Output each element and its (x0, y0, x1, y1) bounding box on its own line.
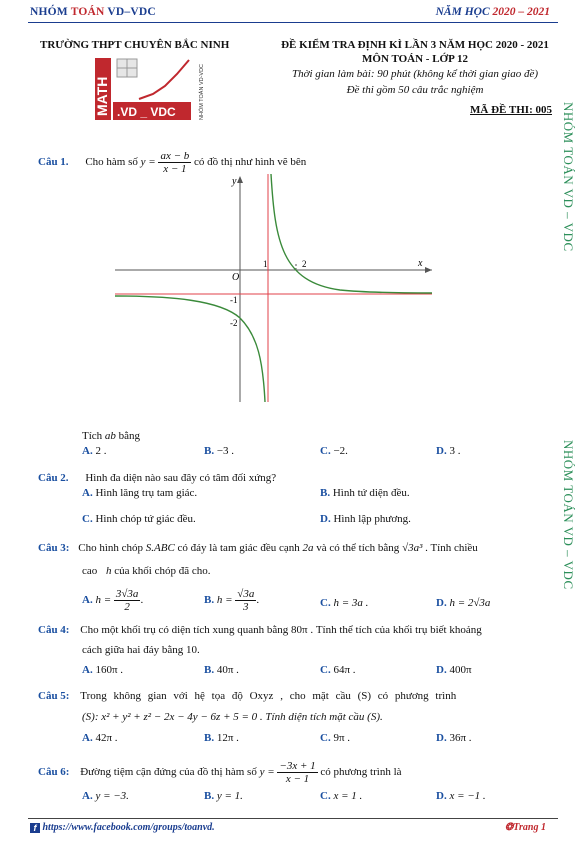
graph-label-two: 2 (302, 259, 307, 269)
option-letter: D. (320, 513, 331, 525)
question-1-y: y = (140, 156, 156, 169)
logo-side-text: NHÓM TOÁN VD-VDC (199, 63, 205, 120)
question-2 (38, 472, 276, 484)
question-1-label: Câu 1. (38, 156, 69, 169)
question-3-text4: . Tính chiều (425, 542, 478, 554)
option-letter: D. (436, 597, 447, 609)
question-6-option-a[interactable] (82, 790, 129, 802)
question-6-den: x − 1 (285, 773, 310, 785)
question-5-option-d[interactable] (436, 732, 472, 744)
side-watermark-top: NHÓM TOÁN VD – VDC (561, 102, 576, 252)
option-letter: A. (82, 790, 93, 802)
option-text: 9π . (333, 732, 351, 744)
option-letter: D. (436, 445, 447, 457)
footer-page (505, 822, 546, 833)
header-year-b: 2020 – 2021 (492, 6, 550, 18)
facebook-icon: f (30, 823, 40, 833)
question-3-option-c[interactable] (320, 597, 368, 609)
option-text: x = 1 . (333, 790, 363, 802)
fraction-den: 2 (124, 601, 130, 613)
option-text: −3 . (216, 445, 235, 457)
question-1-ask-ab: ab (104, 430, 116, 442)
option-letter: C. (320, 445, 331, 457)
question-3-h: h (106, 565, 112, 577)
header-group (30, 6, 156, 18)
logo-math-text: MATH (94, 76, 110, 116)
question-5-text: Trong không gian với hệ tọa độ Oxyz , cho mặt cầu (S) có phương trình (80, 690, 457, 702)
fraction-num: 3√3a (115, 588, 139, 600)
question-4-line2: cách giữa hai đáy bằng 10. (82, 644, 200, 656)
header-year-a: NĂM HỌC (435, 6, 493, 18)
question-1-option-d[interactable] (436, 445, 460, 457)
question-6-num: −3x + 1 (279, 760, 316, 772)
question-3-option-b[interactable]: B. h = $\frac{√3a}{3}$ . (204, 588, 260, 613)
question-4-label: Câu 4: (38, 624, 70, 636)
header-group-c: VD–VDC (104, 6, 156, 18)
question-4-text: Cho một khối trụ có diện tích xung quanh bằng 80π . Tính thể tích của khối trụ biết khoảng (80, 624, 482, 636)
option-text: 40π . (216, 664, 239, 676)
footer-link-text: https://www.facebook.com/groups/toanvd. (42, 822, 215, 833)
option-text: Hình lập phương. (333, 513, 411, 525)
option-text: 160π . (95, 664, 124, 676)
graph-label-x: x (418, 258, 423, 269)
option-text: 400π (449, 664, 472, 676)
option-letter: B. (204, 732, 215, 744)
question-2-option-d[interactable] (320, 513, 411, 525)
fraction-den: 3 (243, 601, 249, 613)
question-6-tail: có phương trình là (320, 766, 402, 779)
question-4-option-c[interactable] (320, 664, 356, 676)
question-2-label: Câu 2. (38, 472, 69, 484)
fraction-num: √3a (237, 588, 255, 600)
question-6 (38, 760, 402, 785)
option-letter: A. (82, 445, 93, 457)
option-fraction (114, 588, 141, 613)
question-3-text3: và có thể tích bằng (316, 542, 400, 554)
question-1-den: x − 1 (163, 163, 187, 175)
side-watermark-bottom: NHÓM TOÁN VD – VDC (561, 440, 576, 590)
question-1-option-b[interactable] (204, 445, 234, 457)
question-2-option-c[interactable] (82, 513, 196, 525)
option-letter: B. (204, 790, 215, 802)
question-5-line2: (S): x² + y² + z² − 2x − 4y − 6z + 5 = 0 . Tính diện tích mặt cầu (S). (82, 711, 383, 723)
option-text: 12π . (216, 732, 239, 744)
question-1-tail: có đồ thị như hình vẽ bên (194, 156, 307, 169)
graph-label-one: 1 (263, 259, 268, 269)
question-5-option-c[interactable] (320, 732, 350, 744)
question-3-volume: √3a³ (402, 542, 423, 554)
logo-brand-text: .VD _ VDC (117, 105, 176, 119)
question-3-sabc: S.ABC (145, 542, 175, 554)
question-1-text: Cho hàm số (85, 156, 138, 169)
question-1-ask-b: bằng (118, 430, 141, 442)
question-6-option-d[interactable] (436, 790, 486, 802)
question-3-label: Câu 3: (38, 542, 70, 554)
option-letter: D. (436, 790, 447, 802)
option-letter: C. (320, 597, 331, 609)
question-4-option-b[interactable] (204, 664, 239, 676)
header-year (436, 6, 550, 18)
option-letter: B. (204, 445, 215, 457)
question-4 (38, 624, 482, 636)
question-3-text2: có đáy là tam giác đều cạnh (177, 542, 300, 554)
function-graph (110, 172, 440, 404)
graph-branch-left (115, 296, 265, 402)
footer-divider (28, 818, 558, 819)
graph-label-y: y (232, 176, 237, 187)
header-divider (28, 22, 558, 23)
question-3-line2b: của khối chóp đã cho. (114, 565, 211, 577)
option-text: Hình chóp tứ giác đều. (95, 513, 196, 525)
option-text: 42π . (95, 732, 118, 744)
question-2-text: Hình đa diện nào sau đây có tâm đối xứng? (85, 472, 277, 484)
option-text: x = −1 . (449, 790, 486, 802)
question-6-option-b[interactable] (204, 790, 243, 802)
question-4-option-a[interactable] (82, 664, 123, 676)
question-1-ask (82, 430, 140, 442)
option-text: y = 1. (216, 790, 243, 802)
question-6-label: Câu 6: (38, 766, 70, 779)
option-letter: A. (82, 487, 93, 499)
logo (93, 54, 213, 124)
option-text: h = 3a . (333, 597, 369, 609)
graph-branch-right (271, 174, 432, 293)
question-3-option-d[interactable] (436, 597, 490, 609)
question-3-line2a: cao (82, 565, 98, 577)
option-letter: D. (436, 664, 447, 676)
question-2-option-b[interactable] (320, 487, 410, 499)
option-text: y = −3. (95, 790, 129, 802)
header-group-b: TOÁN (70, 6, 105, 18)
question-5 (38, 690, 456, 702)
question-5-option-b[interactable] (204, 732, 239, 744)
option-fraction (235, 588, 256, 613)
option-text: Hình tứ diện đều. (332, 487, 410, 499)
globe-icon: ❂ (504, 822, 514, 833)
footer-page-text: Trang 1 (513, 822, 546, 833)
graph-label-minus-one: -1 (230, 295, 238, 305)
option-letter: C. (320, 790, 331, 802)
option-text: h = (216, 594, 233, 607)
option-text: h = 2√3a (449, 597, 491, 609)
question-5-option-a[interactable] (82, 732, 118, 744)
question-6-fraction (277, 760, 317, 785)
footer-link[interactable] (30, 822, 215, 833)
question-6-y: y = (259, 766, 275, 779)
option-text: 64π . (333, 664, 356, 676)
question-4-option-d[interactable] (436, 664, 472, 676)
header-group-a: NHÓM (30, 6, 71, 18)
question-6-option-c[interactable] (320, 790, 362, 802)
question-5-label: Câu 5: (38, 690, 70, 702)
option-letter: C. (320, 664, 331, 676)
option-letter: B. (320, 487, 331, 499)
graph-label-minus-two: -2 (230, 318, 238, 328)
option-text: 2 . (95, 445, 107, 457)
question-1-num: ax − b (160, 150, 190, 162)
question-3 (38, 542, 478, 554)
option-text: h = (95, 594, 112, 607)
option-text: Hình lăng trụ tam giác. (95, 487, 198, 499)
exam-count: Đề thi gồm 50 câu trắc nghiệm (346, 84, 484, 96)
question-1-ask-a: Tích (82, 430, 103, 442)
option-letter: A. (82, 732, 93, 744)
exam-title: ĐỀ KIỂM TRA ĐỊNH KÌ LẦN 3 NĂM HỌC 2020 - 2021 (281, 39, 549, 51)
school-name: TRƯỜNG THPT CHUYÊN BẮC NINH (40, 39, 230, 51)
option-text: 3 . (449, 445, 461, 457)
question-1-option-a[interactable] (82, 445, 106, 457)
question-3-option-a[interactable]: A. h = $\frac{3√3a}{2}$ . (82, 588, 144, 613)
option-letter: B. (204, 594, 215, 607)
option-letter: C. (82, 513, 93, 525)
question-3-edge: 2a (302, 542, 314, 554)
graph-label-origin: O (232, 272, 240, 283)
question-2-option-a[interactable] (82, 487, 197, 499)
option-text: 36π . (449, 732, 472, 744)
option-letter: A. (82, 664, 93, 676)
question-1-option-c[interactable] (320, 445, 348, 457)
question-3-line2 (82, 565, 210, 577)
option-letter: D. (436, 732, 447, 744)
exam-code: MÃ ĐỀ THI: 005 (470, 104, 552, 116)
exam-time: Thời gian làm bài: 90 phút (không kể thời gian giao đề) (291, 68, 539, 80)
option-text: −2. (333, 445, 348, 457)
exam-subject: MÔN TOÁN - LỚP 12 (362, 53, 468, 65)
option-letter: A. (82, 594, 93, 607)
option-letter: C. (320, 732, 331, 744)
question-6-text: Đường tiệm cận đứng của đồ thị hàm số (80, 766, 257, 779)
question-3-text1: Cho hình chóp (78, 542, 144, 554)
option-letter: B. (204, 664, 215, 676)
